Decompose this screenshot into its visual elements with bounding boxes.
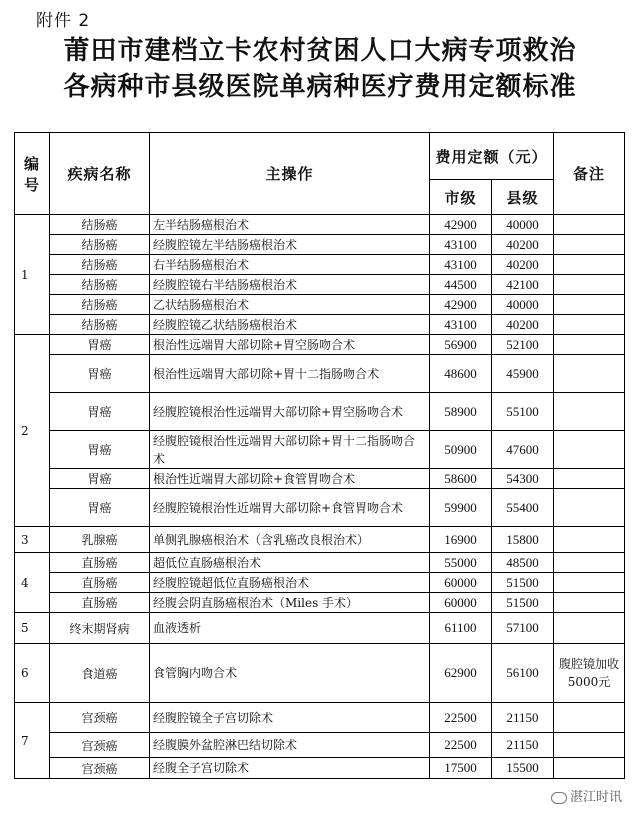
table-row — [15, 469, 625, 489]
table-row — [15, 644, 625, 703]
city-fee: 59900 — [430, 489, 492, 527]
table-row — [15, 527, 625, 553]
city-fee: 62900 — [430, 644, 492, 703]
operation-name: 血液透析 — [150, 613, 430, 644]
city-fee: 60000 — [430, 593, 492, 613]
disease-name: 结肠癌 — [50, 275, 150, 295]
city-fee: 43100 — [430, 235, 492, 255]
table-row — [15, 215, 625, 235]
remark — [554, 469, 625, 489]
city-fee: 55000 — [430, 553, 492, 573]
disease-name: 胃癌 — [50, 431, 150, 469]
operation-name: 经腹腔镜左半结肠癌根治术 — [150, 235, 430, 255]
row-number: 6 — [15, 644, 50, 703]
operation-name: 食管胸内吻合术 — [150, 644, 430, 703]
remark — [554, 613, 625, 644]
operation-name: 经腹腔镜乙状结肠癌根治术 — [150, 315, 430, 335]
row-number: 5 — [15, 613, 50, 644]
operation-name: 乙状结肠癌根治术 — [150, 295, 430, 315]
operation-name: 经腹膜外盆腔淋巴结切除术 — [150, 733, 430, 758]
table-row — [15, 275, 625, 295]
operation-name: 根治性近端胃大部切除+食管胃吻合术 — [150, 469, 430, 489]
disease-name: 直肠癌 — [50, 573, 150, 593]
operation-name: 超低位直肠癌根治术 — [150, 553, 430, 573]
operation-name: 经腹腔镜根治性近端胃大部切除+食管胃吻合术 — [150, 489, 430, 527]
city-fee: 42900 — [430, 215, 492, 235]
disease-name: 胃癌 — [50, 469, 150, 489]
table-row — [15, 573, 625, 593]
county-fee: 55100 — [492, 393, 554, 431]
document-title-line2: 各病种市县级医院单病种医疗费用定额标准 — [63, 72, 577, 102]
remark — [554, 573, 625, 593]
city-fee: 43100 — [430, 255, 492, 275]
remark — [554, 527, 625, 553]
operation-name: 经腹腔镜根治性远端胃大部切除+胃空肠吻合术 — [150, 393, 430, 431]
disease-name: 胃癌 — [50, 489, 150, 527]
county-fee: 40000 — [492, 295, 554, 315]
city-fee: 50900 — [430, 431, 492, 469]
header-city: 市级 — [430, 180, 492, 215]
city-fee: 43100 — [430, 315, 492, 335]
fee-standard-table — [14, 132, 625, 779]
city-fee: 22500 — [430, 733, 492, 758]
remark — [554, 315, 625, 335]
row-number: 7 — [15, 703, 50, 779]
operation-name: 经腹全子宫切除术 — [150, 758, 430, 779]
operation-name: 根治性远端胃大部切除+胃空肠吻合术 — [150, 335, 430, 355]
city-fee: 61100 — [430, 613, 492, 644]
county-fee: 40200 — [492, 235, 554, 255]
watermark — [547, 785, 626, 806]
operation-name: 经腹腔镜右半结肠癌根治术 — [150, 275, 430, 295]
header-disease: 疾病名称 — [50, 133, 150, 215]
header-note: 备注 — [554, 133, 625, 215]
remark — [554, 215, 625, 235]
city-fee: 58600 — [430, 469, 492, 489]
remark — [554, 275, 625, 295]
operation-name: 单侧乳腺癌根治术（含乳癌改良根治术） — [150, 527, 430, 553]
county-fee: 15500 — [492, 758, 554, 779]
table-row — [15, 335, 625, 355]
city-fee: 44500 — [430, 275, 492, 295]
watermark-text: 湛江时讯 — [569, 790, 622, 805]
disease-name: 胃癌 — [50, 393, 150, 431]
remark — [554, 593, 625, 613]
row-number: 4 — [15, 553, 50, 613]
table-row — [15, 613, 625, 644]
remark — [554, 703, 625, 733]
disease-name: 胃癌 — [50, 355, 150, 393]
wechat-icon — [551, 792, 567, 804]
operation-name: 经腹腔镜超低位直肠癌根治术 — [150, 573, 430, 593]
city-fee: 48600 — [430, 355, 492, 393]
disease-name: 结肠癌 — [50, 295, 150, 315]
county-fee: 54300 — [492, 469, 554, 489]
table-row — [15, 431, 625, 469]
disease-name: 食道癌 — [50, 644, 150, 703]
county-fee: 48500 — [492, 553, 554, 573]
header-no: 编号 — [15, 133, 50, 215]
table-row — [15, 235, 625, 255]
document-title-line1: 莆田市建档立卡农村贫困人口大病专项救治 — [63, 36, 577, 66]
disease-name: 宫颈癌 — [50, 703, 150, 733]
disease-name: 直肠癌 — [50, 593, 150, 613]
city-fee: 58900 — [430, 393, 492, 431]
disease-name: 结肠癌 — [50, 235, 150, 255]
table-row — [15, 593, 625, 613]
city-fee: 16900 — [430, 527, 492, 553]
disease-name: 终末期肾病 — [50, 613, 150, 644]
header-operation: 主操作 — [150, 133, 430, 215]
remark — [554, 235, 625, 255]
remark — [554, 393, 625, 431]
row-number: 2 — [15, 335, 50, 527]
table-row — [15, 758, 625, 779]
city-fee: 17500 — [430, 758, 492, 779]
table-row — [15, 703, 625, 733]
disease-name: 结肠癌 — [50, 215, 150, 235]
county-fee: 40000 — [492, 215, 554, 235]
county-fee: 45900 — [492, 355, 554, 393]
row-number: 1 — [15, 215, 50, 335]
header-fee: 费用定额（元） — [430, 133, 554, 180]
city-fee: 22500 — [430, 703, 492, 733]
disease-name: 宫颈癌 — [50, 758, 150, 779]
city-fee: 42900 — [430, 295, 492, 315]
disease-name: 结肠癌 — [50, 315, 150, 335]
remark — [554, 431, 625, 469]
attachment-label: 附件 2 — [36, 11, 91, 31]
remark — [554, 489, 625, 527]
county-fee: 21150 — [492, 733, 554, 758]
county-fee: 51500 — [492, 593, 554, 613]
operation-name: 经腹会阴直肠癌根治术（Miles 手术） — [150, 593, 430, 613]
operation-name: 经腹腔镜全子宫切除术 — [150, 703, 430, 733]
county-fee: 55400 — [492, 489, 554, 527]
county-fee: 40200 — [492, 255, 554, 275]
remark — [554, 355, 625, 393]
table-row — [15, 355, 625, 393]
remark — [554, 255, 625, 275]
remark — [554, 758, 625, 779]
table-row — [15, 489, 625, 527]
table-row — [15, 315, 625, 335]
remark — [554, 335, 625, 355]
county-fee: 57100 — [492, 613, 554, 644]
county-fee: 52100 — [492, 335, 554, 355]
disease-name: 胃癌 — [50, 335, 150, 355]
county-fee: 51500 — [492, 573, 554, 593]
county-fee: 40200 — [492, 315, 554, 335]
county-fee: 21150 — [492, 703, 554, 733]
table-row — [15, 733, 625, 758]
disease-name: 宫颈癌 — [50, 733, 150, 758]
disease-name: 直肠癌 — [50, 553, 150, 573]
table-row — [15, 553, 625, 573]
county-fee: 42100 — [492, 275, 554, 295]
table-row — [15, 255, 625, 275]
operation-name: 经腹腔镜根治性远端胃大部切除+胃十二指肠吻合术 — [150, 431, 430, 469]
county-fee: 15800 — [492, 527, 554, 553]
disease-name: 结肠癌 — [50, 255, 150, 275]
city-fee: 56900 — [430, 335, 492, 355]
operation-name: 右半结肠癌根治术 — [150, 255, 430, 275]
disease-name: 乳腺癌 — [50, 527, 150, 553]
header-county: 县级 — [492, 180, 554, 215]
remark — [554, 295, 625, 315]
county-fee: 56100 — [492, 644, 554, 703]
table-body — [15, 215, 625, 779]
county-fee: 47600 — [492, 431, 554, 469]
remark: 腹腔镜加收5000元 — [554, 644, 625, 703]
city-fee: 60000 — [430, 573, 492, 593]
remark — [554, 553, 625, 573]
table-row — [15, 295, 625, 315]
remark — [554, 733, 625, 758]
operation-name: 根治性远端胃大部切除+胃十二指肠吻合术 — [150, 355, 430, 393]
row-number: 3 — [15, 527, 50, 553]
table-row — [15, 393, 625, 431]
operation-name: 左半结肠癌根治术 — [150, 215, 430, 235]
